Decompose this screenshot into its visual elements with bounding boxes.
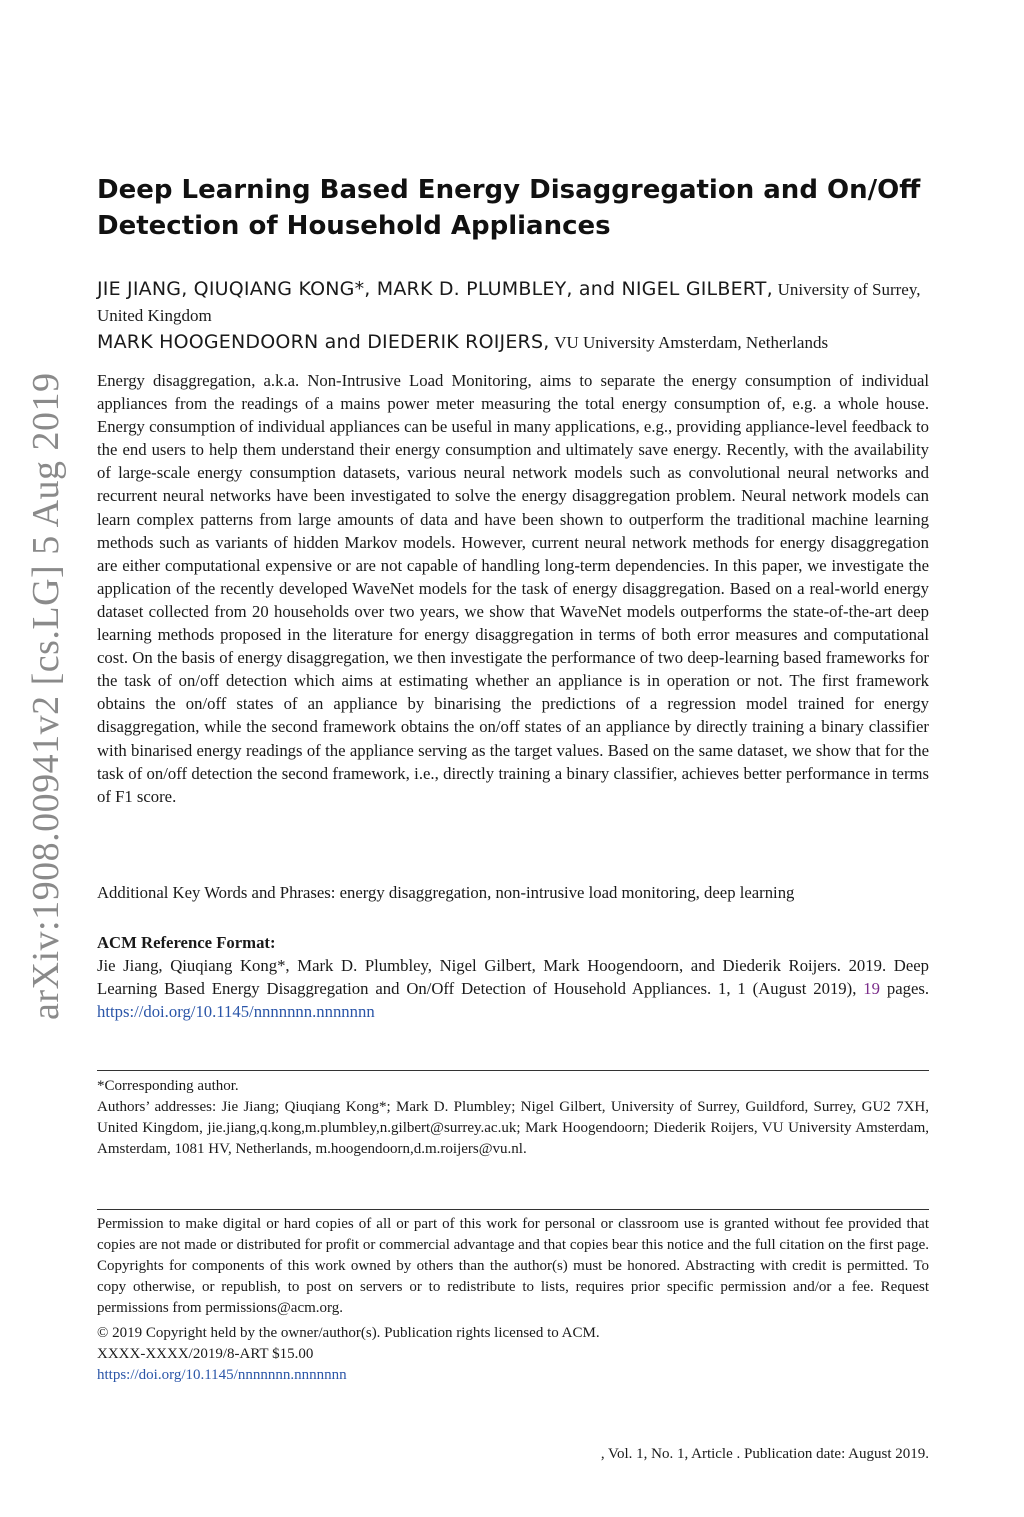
acm-reference-text: Jie Jiang, Qiuqiang Kong*, Mark D. Plumbley, Nigel Gilbert, Mark Hoogendoorn, and Diederik Roijers. 2019. Deep Learning Based Energy Disaggregation and On/Off Detection of Household Appliances. 1, 1 (August 2019),	[97, 956, 929, 999]
author-addresses: Authors’ addresses: Jie Jiang; Qiuqiang Kong*; Mark D. Plumbley; Nigel Gilbert, University of Surrey, Guildford, Surrey, GU2 7XH, United Kingdom, jie.jiang,q.kong,m.plumbley,n.gilbert@surrey.ac.uk; Mark Hoogendoorn; Diederik Roijers, VU University Amsterdam, Amsterdam, 1081 HV, Netherlands, m.hoogendoorn,d.m.roijers@vu.nl.	[97, 1099, 929, 1157]
abstract: Energy disaggregation, a.k.a. Non-Intrusive Load Monitoring, aims to separate the energy consumption of individual appliances from the readings of a mains power meter measuring the total energy consumption of, e.g. a whole house. Energy consumption of individual appliances can be useful in many applications, e.g., providing appliance-level feedback to the end users to help them understand their energy consumption and ultimately save energy. Recently, with the availability of large-scale energy consumption datasets, various neural network models such as convolutional neural networks and recurrent neural networks have been investigated to solve the energy disaggregation problem. Neural network models can learn complex patterns from large amounts of data and have been shown to outperform the traditional machine learning methods such as variants of hidden Markov models. However, current neural network methods for energy disaggregation are either computational expensive or are not capable of handling long-term dependencies. In this paper, we investigate the application of the recently developed WaveNet models for the task of energy disaggregation. Based on a real-world energy dataset collected from 20 households over two years, we show that WaveNet models outperforms the state-of-the-art deep learning methods proposed in the literature for energy disaggregation in terms of both error measures and computational cost. On the basis of energy disaggregation, we then investigate the performance of two deep-learning based frameworks for the task of on/off detection which aims at estimating whether an appliance is in operation or not. The first framework obtains the on/off states of an appliance by binarising the predictions of a regression model trained for energy disaggregation, while the second framework obtains the on/off states of an appliance by directly training a binary classifier with binarised energy readings of the appliance serving as the target values. Based on the same dataset, we show that for the task of on/off detection the second framework, i.e., directly training a binary classifier, achieves better performance in terms of F1 score.	[97, 371, 929, 806]
footnotes	[97, 1076, 929, 1160]
page-footer: , Vol. 1, No. 1, Article . Publication date: August 2019.	[600, 1446, 929, 1462]
author-names-2: MARK HOOGENDOORN and DIEDERIK ROIJERS,	[97, 331, 550, 353]
permission-text: Permission to make digital or hard copies of all or part of this work for personal or classroom use is granted without fee provided that copies are not made or distributed for profit or commercial advantage and that copies bear this notice and the full citation on the first page. Copyrights for components of this work owned by others than the author(s) must be honored. Abstracting with credit is permitted. To copy otherwise, or republish, to post on servers or to redistribute to lists, requires prior specific permission and/or a fee. Request permissions from permissions@acm.org.	[97, 1216, 929, 1316]
permission-doi-link[interactable]: https://doi.org/10.1145/nnnnnnn.nnnnnnn	[97, 1367, 347, 1383]
author-group-1	[97, 276, 937, 329]
pages-word: pages.	[879, 979, 930, 999]
permission-block	[97, 1214, 929, 1386]
arxiv-identifier: arXiv:1908.00941v2 [cs.LG] 5 Aug 2019	[25, 372, 67, 1020]
affiliation-2: VU University Amsterdam, Netherlands	[554, 333, 829, 352]
author-group-2	[97, 329, 937, 356]
corresponding-author-note: *Corresponding author.	[97, 1078, 239, 1094]
title-line-1: Deep Learning Based Energy Disaggregation and On/Off	[97, 175, 921, 205]
keywords: Additional Key Words and Phrases: energy disaggregation, non-intrusive load monitoring, deep learning	[97, 883, 795, 902]
author-block	[97, 276, 937, 356]
permission-divider	[97, 1209, 929, 1210]
footnote-divider	[97, 1070, 929, 1071]
acm-reference	[97, 931, 929, 1023]
issn-line: XXXX-XXXX/2019/8-ART $15.00	[97, 1346, 314, 1362]
acm-reference-heading: ACM Reference Format:	[97, 933, 276, 952]
title-line-2: Detection of Household Appliances	[97, 211, 611, 241]
page-count-link[interactable]: 19	[863, 979, 880, 999]
copyright-line: © 2019 Copyright held by the owner/author(s). Publication rights licensed to ACM.	[97, 1325, 600, 1341]
affiliation-1: University of Surrey, United Kingdom	[97, 280, 921, 325]
doi-link[interactable]: https://doi.org/10.1145/nnnnnnn.nnnnnnn	[97, 1002, 375, 1022]
author-names-1: JIE JIANG, QIUQIANG KONG*, MARK D. PLUMBLEY, and NIGEL GILBERT,	[97, 278, 773, 300]
paper-title	[97, 172, 937, 244]
